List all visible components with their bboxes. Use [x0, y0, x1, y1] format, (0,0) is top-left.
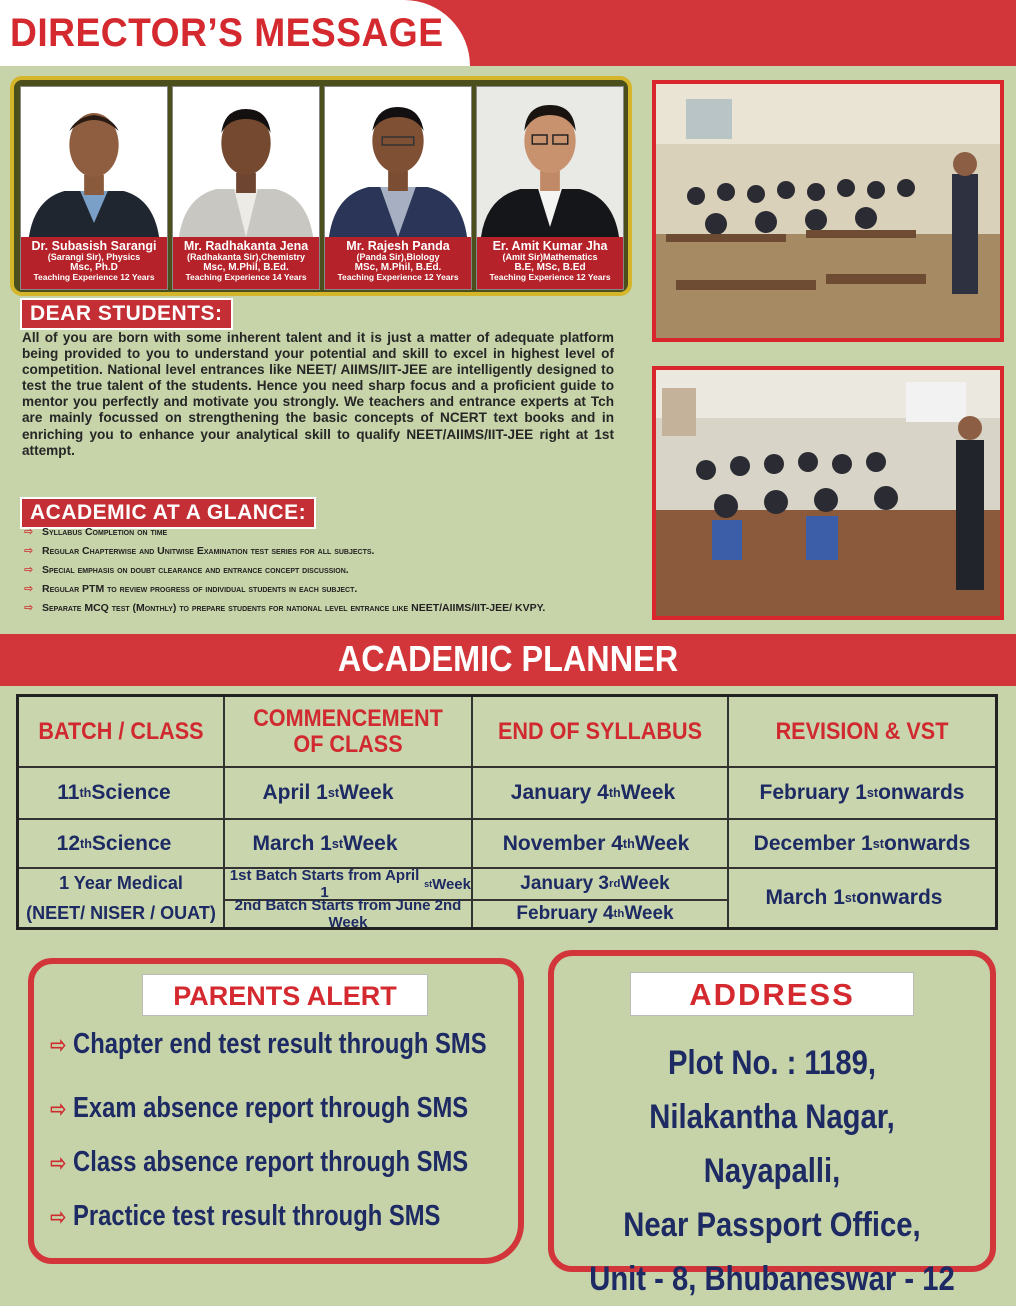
director-message-body: All of you are born with some inherent talent and it is just a matter of adequate platform being provided to you to understand your potential and skill to excel in highest level of competition. National level entrances like NEET/ AIIMS/IIT-JEE are intelligently designed to test the true talent of the students. Hence you need sharp focus and a proficient guide to mentor you perfectly and motivate you strongly. We teachers and entrance experts at Tch are mainly focussed on strengthening the basic concepts of NCERT text books and in enriching you to enhance your analytical skill to qualify NEET/AIIMS/IIT-JEE right at 1st attempt. — [22, 330, 614, 458]
parents-alert-heading: PARENTS ALERT — [142, 974, 428, 1016]
list-item: ⇨ Chapter end test result through SMS — [50, 1028, 487, 1060]
dear-students-heading: DEAR STUDENTS: — [20, 298, 233, 330]
table-cell: February 1 st onwards — [759, 781, 965, 804]
list-item: ⇨ Regular Chapterwise and Unitwise Examination test series for all subjects. — [24, 545, 375, 557]
table-cell: December 1 st onwards — [753, 831, 971, 855]
table-cell: November 4 th Week — [502, 831, 690, 855]
arrow-right-icon: ⇨ — [24, 602, 34, 614]
table-cell: March 1 st onwards — [765, 886, 943, 909]
classroom-photo-2 — [652, 366, 1004, 620]
arrow-right-icon: ⇨ — [24, 526, 34, 538]
teacher-photo — [477, 87, 623, 237]
teacher-card — [476, 86, 624, 290]
arrow-right-icon: ⇨ — [50, 1032, 67, 1059]
classroom-photo-1 — [652, 80, 1004, 342]
teachers-strip — [10, 76, 632, 296]
teacher-info: Dr. Subasish Sarangi (Sarangi Sir), Physics Msc, Ph.D Teaching Experience 12 Years — [21, 237, 167, 290]
list-item: ⇨ Class absence report through SMS — [50, 1146, 469, 1178]
list-item: ⇨ Syllabus Completion on time — [24, 526, 168, 538]
table-cell: 12 th Science — [56, 831, 172, 855]
list-item: ⇨ Regular PTM to review progress of individual students in each subject. — [24, 583, 358, 595]
arrow-right-icon: ⇨ — [50, 1150, 67, 1177]
column-header-revision: REVISION & VST — [775, 717, 949, 745]
planner-title: ACADEMIC PLANNER — [337, 638, 679, 679]
list-item: ⇨ Exam absence report through SMS — [50, 1092, 469, 1124]
page-title: DIRECTOR’S MESSAGE — [10, 11, 444, 55]
table-cell: 1st Batch Starts from April 1 st Week — [229, 867, 471, 901]
teacher-photo — [21, 87, 167, 237]
planner-table — [16, 694, 998, 930]
column-header-batch: BATCH / CLASS — [38, 717, 204, 745]
teacher-card — [172, 86, 320, 290]
table-cell: 11 th Science — [57, 781, 171, 804]
list-item: ⇨ Separate MCQ test (Monthly) to prepare students for national level entrance like NEET/AIIMS/IIT-JEE/ KVPY. — [24, 602, 546, 614]
teacher-photo — [325, 87, 471, 237]
column-header-end-of-syllabus: END OF SYLLABUS — [497, 717, 703, 745]
table-cell: March 1 st Week — [252, 831, 398, 855]
table-cell: April 1 st Week — [262, 781, 394, 804]
address-text: Plot No. : 1189, Nilakantha Nagar, Nayapalli, Near Passport Office, Unit - 8, Bhubaneswar - 12 — [589, 1044, 955, 1298]
glance-heading: ACADEMIC AT A GLANCE: — [20, 497, 316, 529]
arrow-right-icon: ⇨ — [50, 1096, 67, 1123]
teacher-card — [20, 86, 168, 290]
glance-list — [24, 526, 624, 621]
arrow-right-icon: ⇨ — [24, 545, 34, 557]
table-cell: January 4 th Week — [510, 781, 676, 804]
arrow-right-icon: ⇨ — [24, 564, 34, 576]
column-header-commencement: COMMENCEMENT OF CLASS — [253, 704, 443, 758]
list-item: ⇨ Special emphasis on doubt clearance and entrance concept discussion. — [24, 564, 349, 576]
table-cell: 1 Year Medical (NEET/ NISER / OUAT) — [26, 873, 216, 923]
teacher-card — [324, 86, 472, 290]
table-cell: 2nd Batch Starts from June 2nd Week — [234, 897, 462, 931]
address-heading: ADDRESS — [630, 972, 914, 1016]
list-item: ⇨ Practice test result through SMS — [50, 1200, 441, 1232]
teacher-info: Mr. Radhakanta Jena (Radhakanta Sir),Chemistry Msc, M.Phil, B.Ed. Teaching Experience 14 Years — [173, 237, 319, 290]
table-cell: January 3 rd Week — [520, 873, 670, 894]
teacher-info: Mr. Rajesh Panda (Panda Sir),Biology MSc, M.Phil, B.Ed. Teaching Experience 12 Years — [325, 237, 471, 290]
arrow-right-icon: ⇨ — [50, 1204, 67, 1231]
table-cell: February 4 th Week — [516, 903, 674, 924]
teacher-photo — [173, 87, 319, 237]
arrow-right-icon: ⇨ — [24, 583, 34, 595]
teacher-info: Er. Amit Kumar Jha (Amit Sir)Mathematics B.E, MSc, B.Ed Teaching Experience 12 Years — [477, 237, 623, 290]
